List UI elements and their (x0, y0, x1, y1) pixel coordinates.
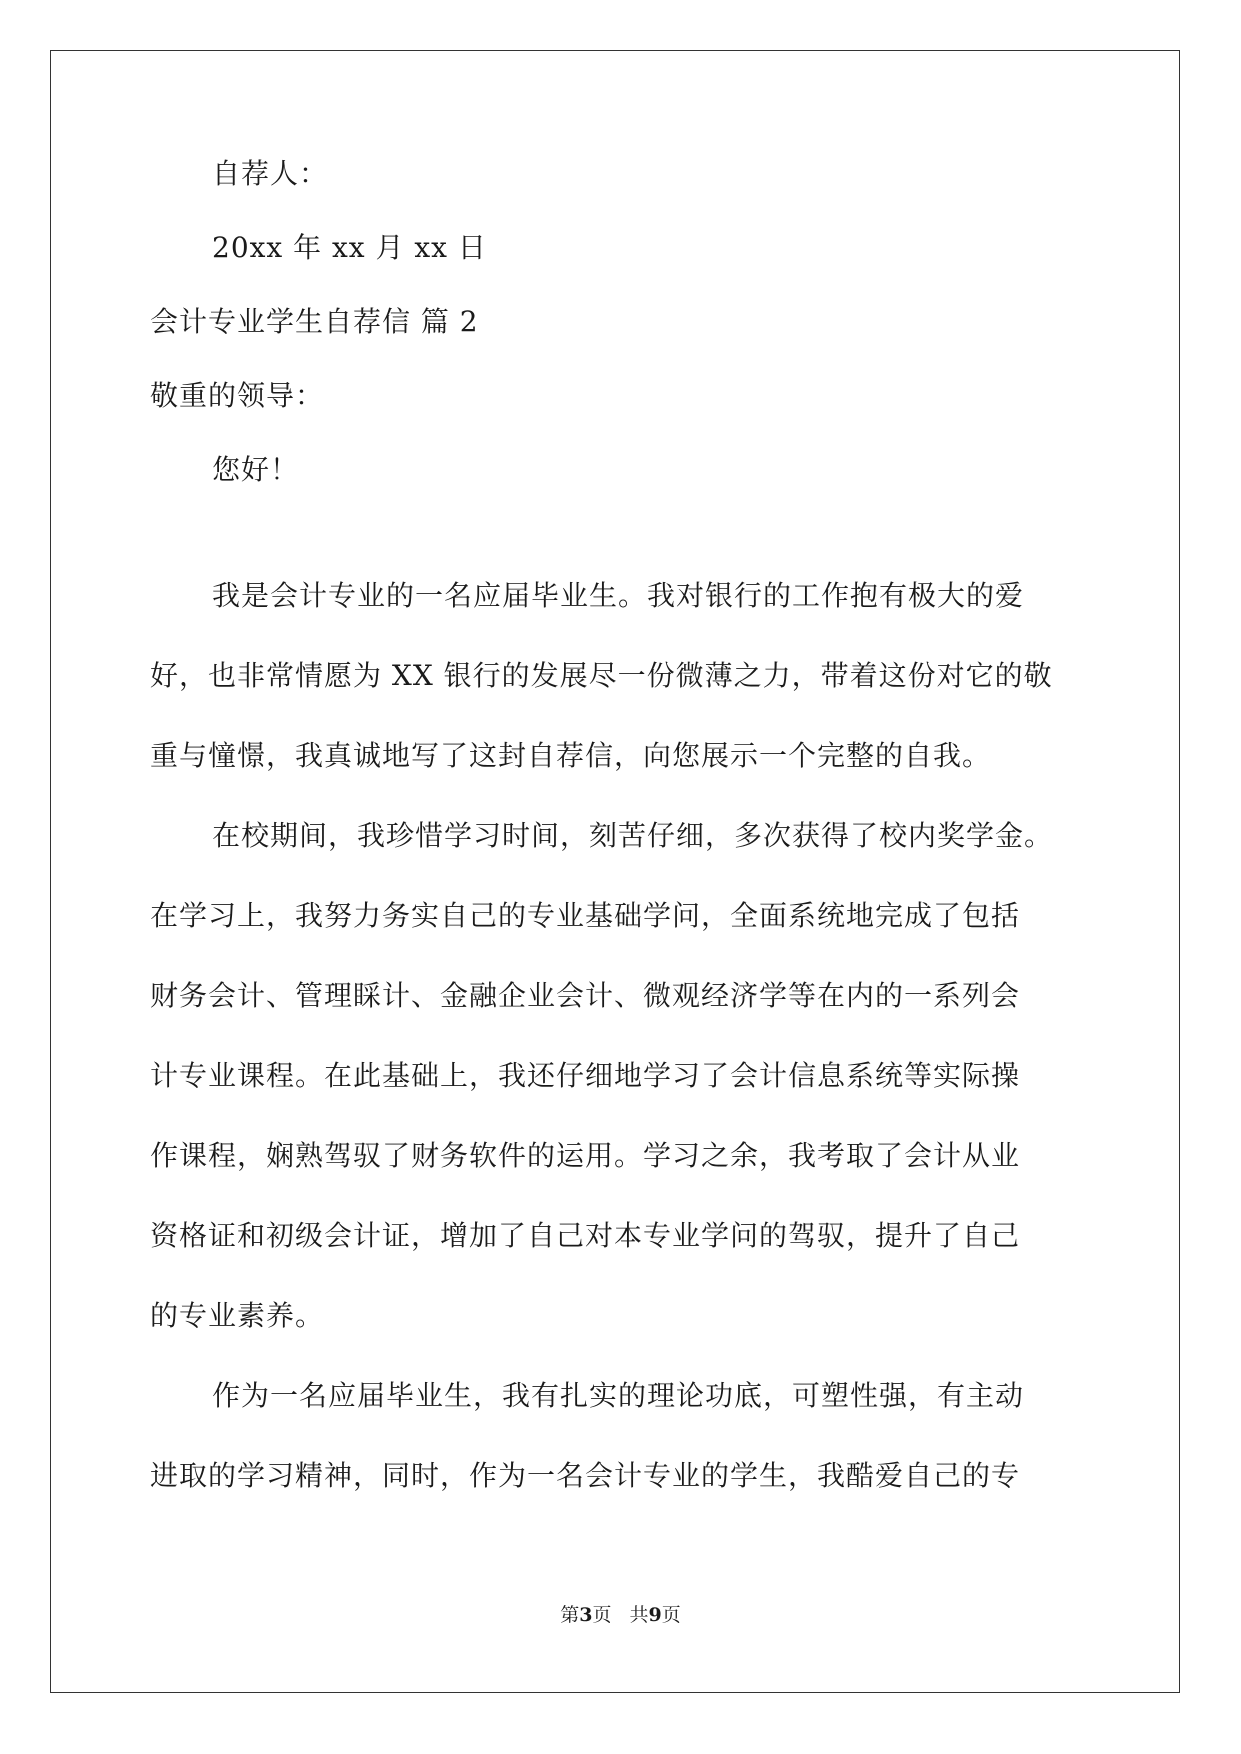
page-footer (0, 1603, 1241, 1627)
body-line: 在学习上，我努力务实自己的专业基础学问，全面系统地完成了包括 (150, 899, 1021, 932)
letter-title: 会计专业学生自荐信 篇 2 (150, 305, 479, 338)
body-line: 我是会计专业的一名应届毕业生。我对银行的工作抱有极大的爱 (212, 579, 1025, 612)
greeting: 您好！ (212, 453, 300, 486)
signature-label: 自荐人： (212, 157, 329, 190)
page-unit: 页 (592, 1604, 612, 1626)
page-total: 9 (648, 1604, 662, 1626)
page-prefix: 第 (560, 1604, 580, 1626)
body-line: 财务会计、管理睬计、金融企业会计、微观经济学等在内的一系列会 (150, 979, 1021, 1012)
body-line: 好，也非常情愿为 XX 银行的发展尽一份微薄之力，带着这份对它的敬 (150, 659, 1053, 692)
body-line: 作课程，娴熟驾驭了财务软件的运用。学习之余，我考取了会计从业 (150, 1139, 1021, 1172)
body-line: 资格证和初级会计证，增加了自己对本专业学问的驾驭，提升了自己 (150, 1219, 1021, 1252)
body-line: 计专业课程。在此基础上，我还仔细地学习了会计信息系统等实际操 (150, 1059, 1021, 1092)
page-border (50, 50, 1180, 1693)
body-line: 在校期间，我珍惜学习时间，刻苦仔细，多次获得了校内奖学金。 (212, 819, 1054, 852)
body-line: 的专业素养。 (150, 1299, 325, 1332)
total-prefix: 共 (629, 1604, 649, 1626)
total-unit: 页 (661, 1604, 681, 1626)
signature-date: 20xx 年 xx 月 xx 日 (212, 231, 487, 264)
page-current: 3 (579, 1604, 593, 1626)
body-line: 重与憧憬，我真诚地写了这封自荐信，向您展示一个完整的自我。 (150, 739, 992, 772)
salutation: 敬重的领导： (150, 379, 325, 412)
body-line: 作为一名应届毕业生，我有扎实的理论功底，可塑性强，有主动 (212, 1379, 1025, 1412)
body-line: 进取的学习精神，同时，作为一名会计专业的学生，我酷爱自己的专 (150, 1459, 1021, 1492)
